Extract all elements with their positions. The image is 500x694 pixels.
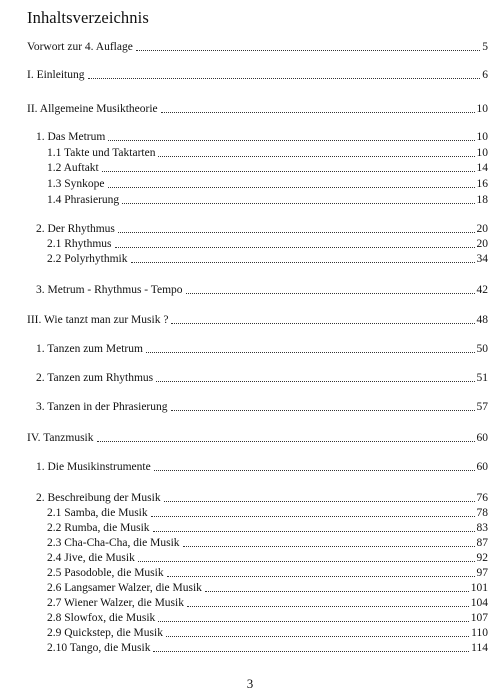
toc-entry: [47, 506, 488, 520]
toc-entry-page: 107: [470, 612, 488, 624]
toc-dot-leader: [102, 171, 475, 172]
toc-entry: [47, 193, 488, 207]
toc-entry: [27, 40, 488, 54]
toc-dot-leader: [164, 501, 475, 502]
toc-entry: [27, 102, 488, 116]
toc-entry-page: 20: [476, 223, 488, 235]
toc-entry: [47, 177, 488, 191]
toc-entry: [47, 252, 488, 266]
toc-entry-label: 2.10 Tango, die Musik: [47, 642, 151, 654]
toc-entry: [47, 146, 488, 160]
toc-dot-leader: [171, 323, 474, 324]
toc-entry-page: 14: [476, 162, 488, 174]
toc-entry: [36, 371, 488, 385]
toc-dot-leader: [108, 187, 475, 188]
toc-entry: [47, 237, 488, 251]
toc-entry: [36, 460, 488, 474]
toc-entry-label: 2. Der Rhythmus: [36, 223, 115, 235]
toc-entry-page: 114: [471, 642, 488, 654]
toc-entry: [47, 161, 488, 175]
toc-entry-page: 110: [471, 627, 488, 639]
toc-entry: [47, 596, 488, 610]
toc-entry-page: 92: [476, 552, 488, 564]
toc-entry: [47, 551, 488, 565]
toc-entry-label: 1.3 Synkope: [47, 178, 105, 190]
toc-dot-leader: [88, 78, 481, 79]
toc-entry-page: 60: [476, 432, 488, 444]
toc-dot-leader: [115, 247, 475, 248]
toc-dot-leader: [153, 651, 469, 652]
toc-dot-leader: [138, 561, 475, 562]
toc-entry-label: 2.4 Jive, die Musik: [47, 552, 135, 564]
toc-entry: [36, 491, 488, 505]
toc-dot-leader: [136, 50, 480, 51]
toc-entry-label: I. Einleitung: [27, 69, 85, 81]
toc-dot-leader: [151, 516, 475, 517]
toc-entry: [36, 222, 488, 236]
toc-dot-leader: [153, 531, 475, 532]
toc-entry: [27, 68, 488, 82]
toc-entry-label: 2.7 Wiener Walzer, die Musik: [47, 597, 184, 609]
toc-entry-label: 2.6 Langsamer Walzer, die Musik: [47, 582, 202, 594]
toc-entry-label: IV. Tanzmusik: [27, 432, 94, 444]
toc-entry-label: 1. Das Metrum: [36, 131, 106, 143]
toc-entry: [47, 641, 488, 655]
toc-entry-label: 3. Tanzen in der Phrasierung: [36, 401, 168, 413]
toc-entry-page: 10: [476, 147, 488, 159]
toc-entry: [36, 130, 488, 144]
toc-entry: [27, 313, 488, 327]
toc-dot-leader: [186, 293, 475, 294]
toc-dot-leader: [131, 262, 475, 263]
toc-entry-page: 76: [476, 492, 488, 504]
toc-entry-label: 2.9 Quickstep, die Musik: [47, 627, 163, 639]
toc-dot-leader: [205, 591, 469, 592]
toc-entry-label: 3. Metrum - Rhythmus - Tempo: [36, 284, 183, 296]
toc-entry-label: 2.8 Slowfox, die Musik: [47, 612, 156, 624]
toc-entry-page: 10: [476, 103, 488, 115]
toc-entry-page: 51: [476, 372, 488, 384]
toc-entry-label: 2. Tanzen zum Rhythmus: [36, 372, 154, 384]
toc-entry-label: 2.2 Rumba, die Musik: [47, 522, 150, 534]
toc-entry-page: 87: [476, 537, 488, 549]
toc-entry-label: 1. Tanzen zum Metrum: [36, 343, 143, 355]
toc-entry-label: 2.3 Cha-Cha-Cha, die Musik: [47, 537, 180, 549]
toc-dot-leader: [166, 636, 469, 637]
toc-dot-leader: [171, 410, 475, 411]
toc-entry-page: 6: [482, 69, 488, 81]
toc-entry: [47, 521, 488, 535]
toc-entry-page: 42: [476, 284, 488, 296]
toc-entry-label: 2. Beschreibung der Musik: [36, 492, 161, 504]
toc-entry-page: 101: [470, 582, 488, 594]
toc-entry-page: 34: [476, 253, 488, 265]
toc-entry-page: 78: [476, 507, 488, 519]
toc-dot-leader: [187, 606, 469, 607]
toc-entry-page: 97: [476, 567, 488, 579]
toc-entry: [47, 626, 488, 640]
toc-entry: [47, 611, 488, 625]
toc-entry: [47, 566, 488, 580]
toc-entry: [27, 431, 488, 445]
toc-entry-page: 83: [476, 522, 488, 534]
toc-entry-label: Vorwort zur 4. Auflage: [27, 41, 133, 53]
toc-entry-label: 1.2 Auftakt: [47, 162, 99, 174]
toc-entry: [36, 283, 488, 297]
toc-dot-leader: [167, 576, 475, 577]
page-title: Inhaltsverzeichnis: [27, 8, 149, 27]
toc-dot-leader: [108, 140, 474, 141]
toc-dot-leader: [122, 203, 474, 204]
toc-entry-label: 1. Die Musikinstrumente: [36, 461, 151, 473]
toc-entry-page: 20: [476, 238, 488, 250]
toc-entry-page: 104: [470, 597, 488, 609]
toc-entry-label: 1.4 Phrasierung: [47, 194, 120, 206]
toc-entry-label: III. Wie tanzt man zur Musik ?: [27, 314, 169, 326]
toc-dot-leader: [97, 441, 475, 442]
page-number: 3: [246, 676, 254, 691]
toc-entry-label: II. Allgemeine Musiktheorie: [27, 103, 158, 115]
toc-dot-leader: [161, 112, 475, 113]
toc-dot-leader: [156, 381, 474, 382]
toc-dot-leader: [158, 621, 468, 622]
toc-entry-page: 18: [476, 194, 488, 206]
toc-entry: [36, 342, 488, 356]
toc-entry-label: 2.2 Polyrhythmik: [47, 253, 128, 265]
toc-entry-page: 60: [476, 461, 488, 473]
toc-dot-leader: [118, 232, 475, 233]
toc-dot-leader: [154, 470, 475, 471]
toc-entry-page: 57: [476, 401, 488, 413]
toc-entry-page: 16: [476, 178, 488, 190]
toc-entry: [47, 536, 488, 550]
toc-entry-page: 50: [476, 343, 488, 355]
toc-dot-leader: [158, 156, 474, 157]
toc-entry-page: 10: [476, 131, 488, 143]
toc-entry-page: 48: [476, 314, 488, 326]
toc-entry-label: 1.1 Takte und Taktarten: [47, 147, 156, 159]
toc-entry: [36, 400, 488, 414]
toc-dot-leader: [183, 546, 475, 547]
toc-entry-page: 5: [482, 41, 488, 53]
toc-entry-label: 2.5 Pasodoble, die Musik: [47, 567, 164, 579]
toc-entry: [47, 581, 488, 595]
toc-dot-leader: [146, 352, 475, 353]
toc-entry-label: 2.1 Samba, die Musik: [47, 507, 148, 519]
toc-entry-label: 2.1 Rhythmus: [47, 238, 112, 250]
